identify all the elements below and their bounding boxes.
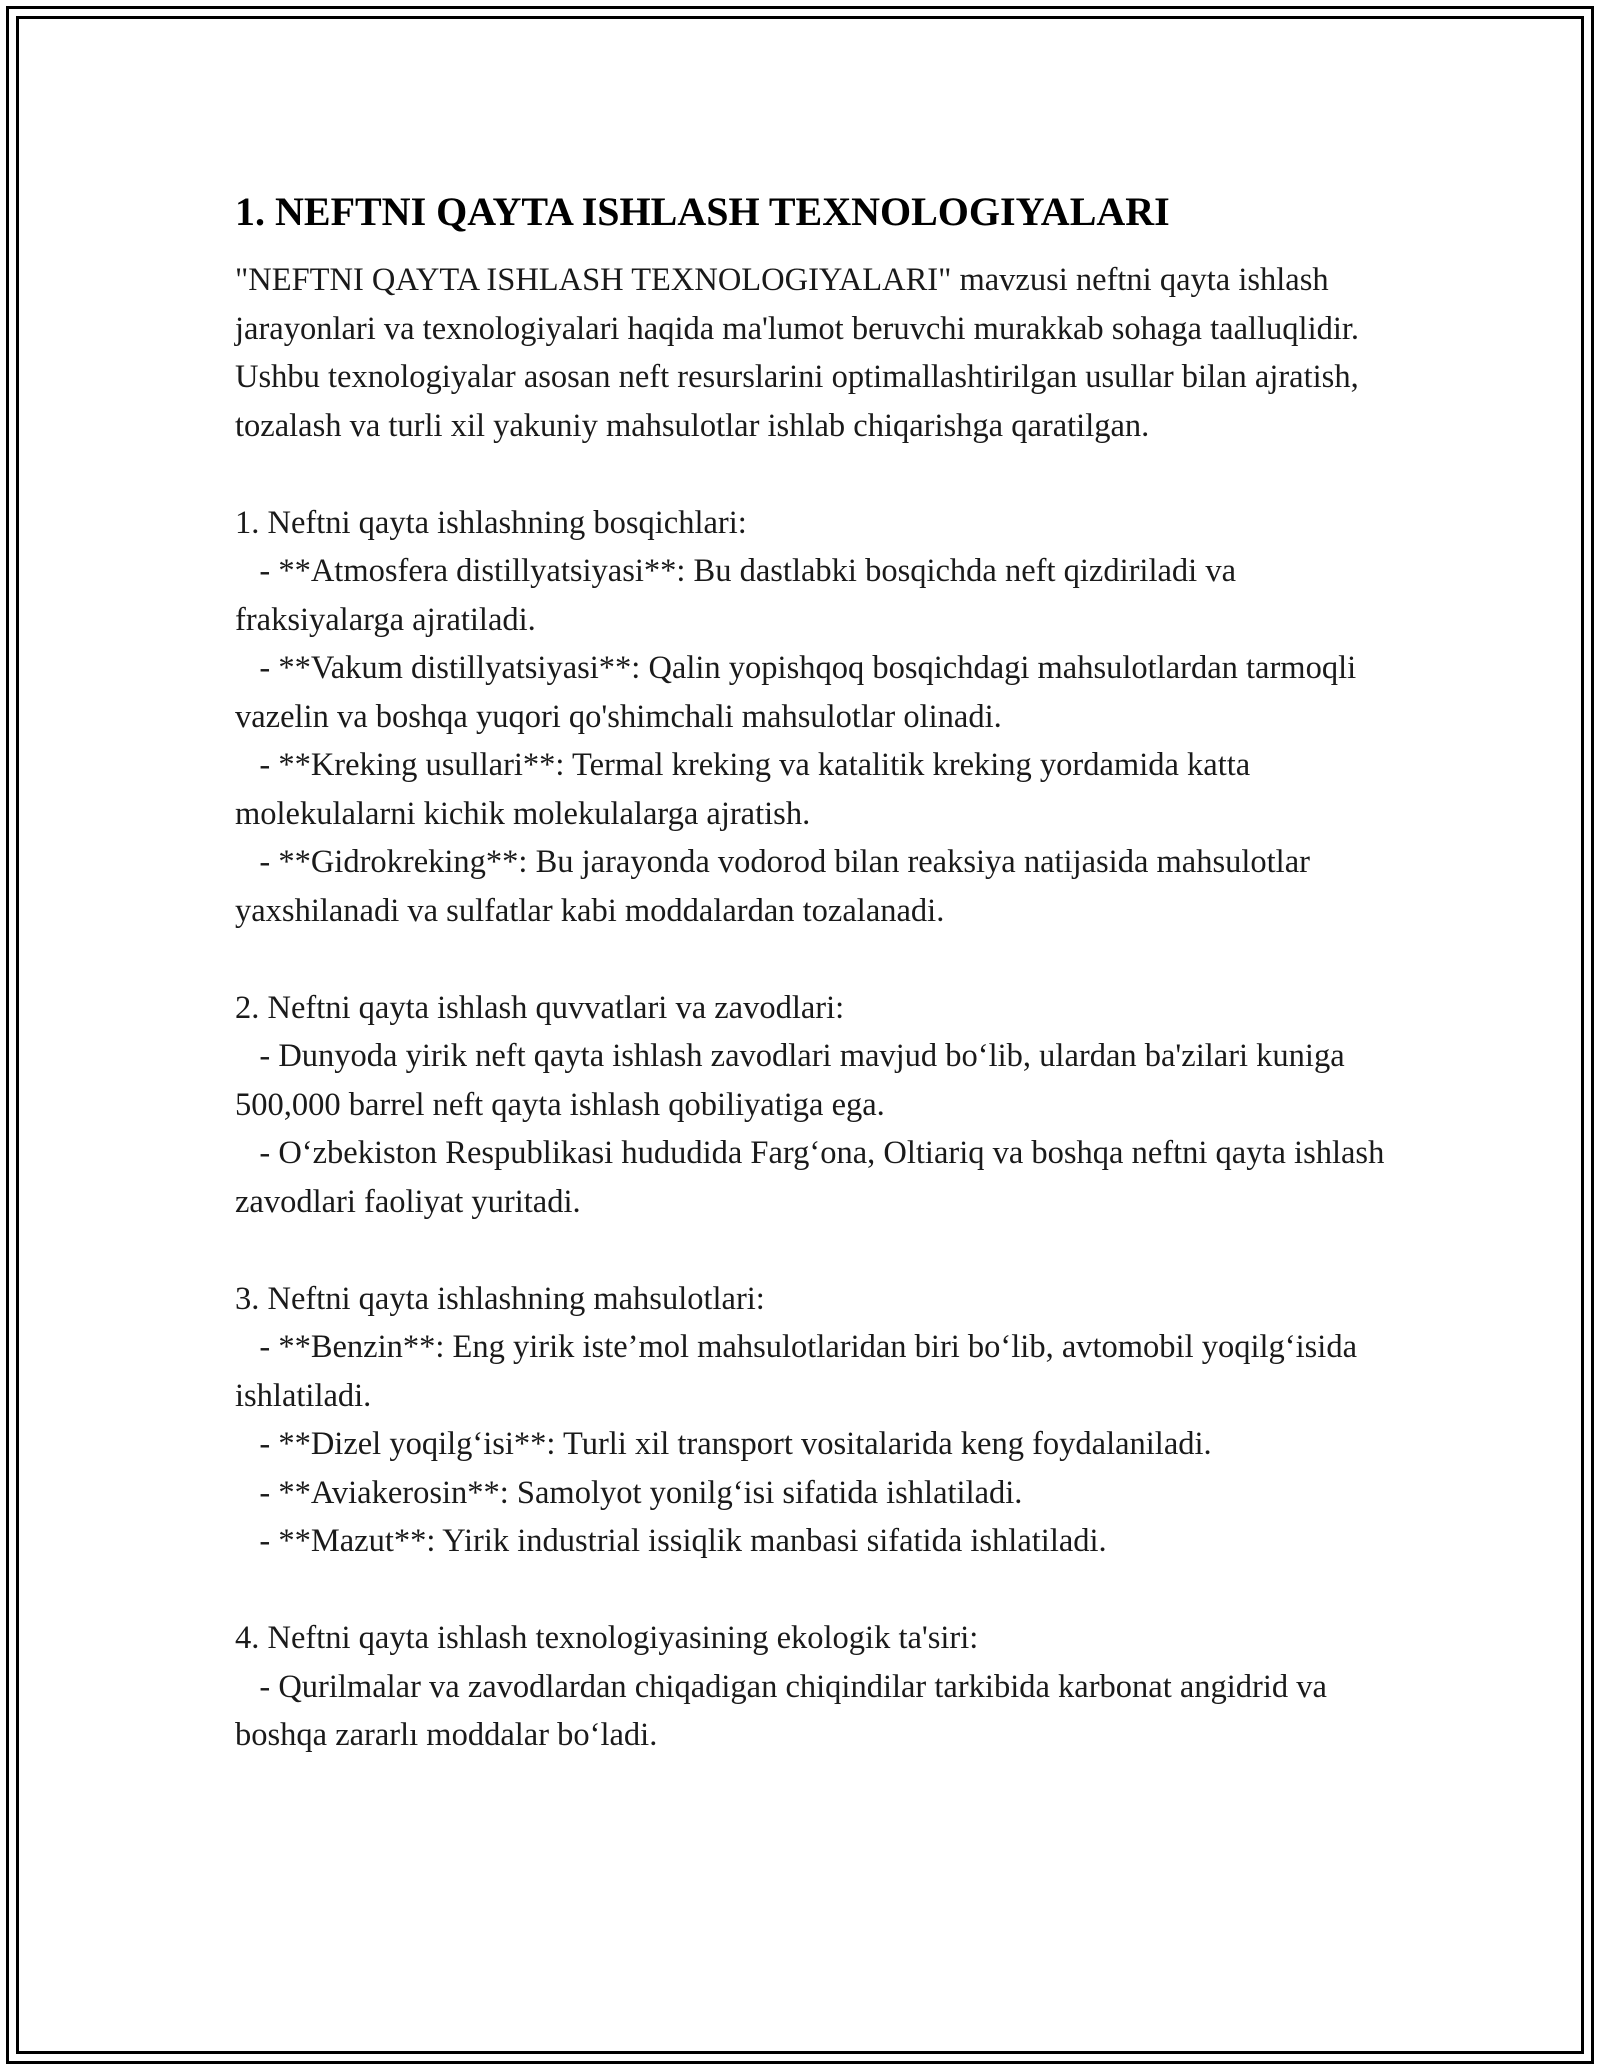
intro-paragraph: "NEFTNI QAYTA ISHLASH TEXNOLOGIYALARI" mavzusi neftni qayta ishlash jarayonlari va texnologiyalari haqida ma'lumot beruvchi murakkab sohaga taalluqlidir. Ushbu texnologiyalar asosan neft resurslarini optimallashtirilgan usullar bilan ajratish, tozalash va turli xil yakuniy mahsulotlar ishlab chiqarishga qaratilgan. (235, 262, 1368, 444)
list-item: - Dunyoda yirik neft qayta ishlash zavodlari mavjud bo‘lib, ulardan ba'zilari kuniga 500,000 barrel neft qayta ishlash qobiliyatiga ega. (235, 1038, 1353, 1123)
list-item: - **Gidrokreking**: Bu jarayonda vodorod bilan reaksiya natijasida mahsulotlar yaxshilanadi va sulfatlar kabi moddalardan tozalanadi. (235, 844, 1319, 929)
document-body (235, 186, 1395, 1760)
section-heading: 3. Neftni qayta ishlashning mahsulotlari: (235, 1280, 765, 1317)
list-item: - **Aviakerosin**: Samolyot yonilg‘isi sifatida ishlatiladi. (235, 1474, 1023, 1511)
list-item: - **Mazut**: Yirik industrial issiqlik manbasi sifatida ishlatiladi. (235, 1523, 1107, 1559)
list-item: - **Kreking usullari**: Termal kreking va katalitik kreking yordamida katta molekulalarni kichik molekulalarga ajratish. (235, 747, 1259, 832)
section-heading: 4. Neftni qayta ishlash texnologiyasining ekologik ta'siri: (235, 1620, 979, 1656)
section-heading: 2. Neftni qayta ishlash quvvatlari va zavodlari: (235, 989, 845, 1026)
list-item: - O‘zbekiston Respublikasi hududida Farg‘ona, Oltiariq va boshqa neftni qayta ishlash zavodlari faoliyat yuritadi. (235, 1135, 1393, 1220)
list-item: - **Dizel yoqilg‘isi**: Turli xil transport vositalarida keng foydalaniladi. (235, 1426, 1212, 1462)
document-title: 1. NEFTNI QAYTA ISHLASH TEXNOLOGIYALARI (235, 189, 1170, 234)
section-capacities (235, 984, 1395, 1227)
section-heading: 1. Neftni qayta ishlashning bosqichlari: (235, 504, 747, 541)
list-item: - Qurilmalar va zavodlardan chiqadigan chiqindilar tarkibida karbonat angidrid va boshqa zararlı moddalar bo‘ladi. (235, 1668, 1336, 1753)
list-item: - **Benzin**: Eng yirik iste’mol mahsulotlaridan biri bo‘lib, avtomobil yoqilg‘isida ishlatiladi. (235, 1329, 1366, 1414)
section-ecology (235, 1614, 1395, 1760)
list-item: - **Atmosfera distillyatsiyasi**: Bu dastlabki bosqichda neft qizdiriladi va fraksiyalarga ajratiladi. (235, 553, 1245, 638)
section-products (235, 1275, 1395, 1566)
list-item: - **Vakum distillyatsiyasi**: Qalin yopishqoq bosqichdagi mahsulotlardan tarmoqli vazelin va boshqa yuqori qo'shimchali mahsulotlar olinadi. (235, 650, 1365, 735)
section-stages (235, 499, 1395, 936)
